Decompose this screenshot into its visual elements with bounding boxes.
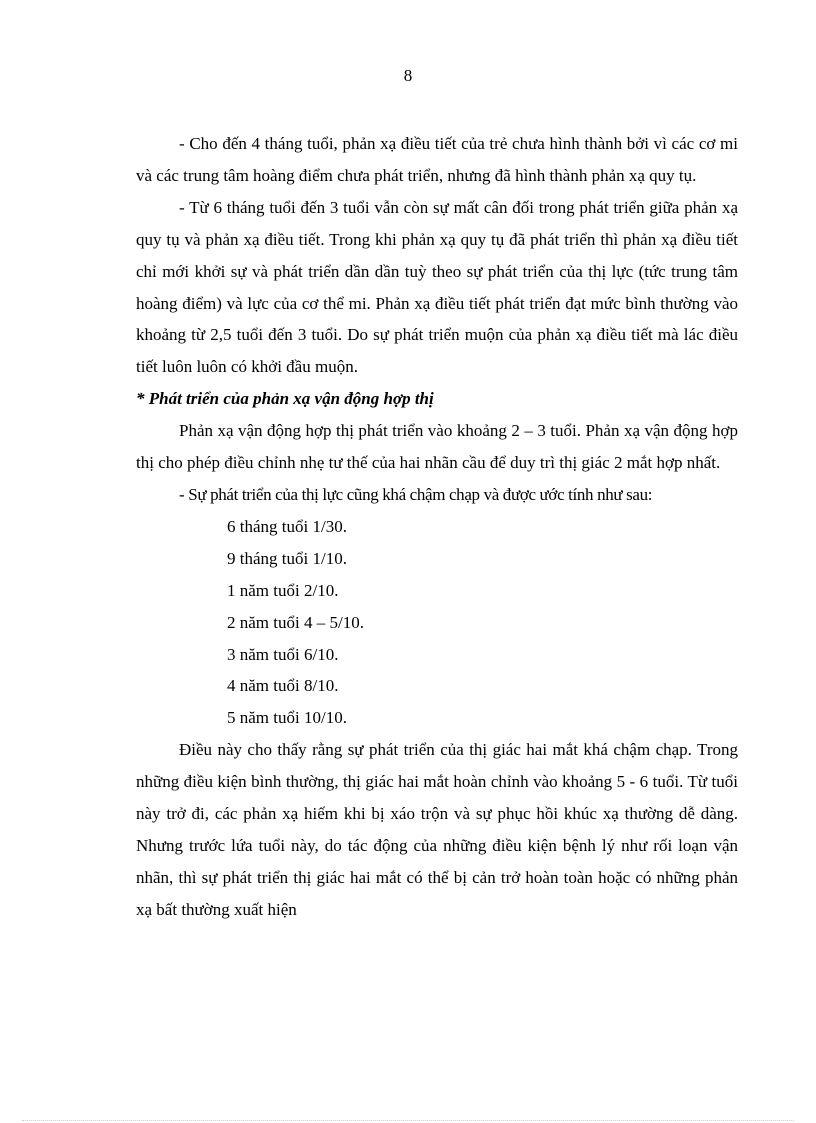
page-bottom-border xyxy=(22,1120,794,1121)
list-item: 4 năm tuổi 8/10. xyxy=(227,676,339,696)
list-item: 1 năm tuổi 2/10. xyxy=(227,580,339,600)
list-item: 6 tháng tuổi 1/30. xyxy=(227,516,347,536)
list-item: 3 năm tuổi 6/10. xyxy=(227,644,339,664)
section-heading: * Phát triển của phản xạ vận động hợp thị xyxy=(136,389,434,409)
list-item: 5 năm tuổi 10/10. xyxy=(227,708,347,728)
document-body xyxy=(136,128,738,926)
page-number: 8 xyxy=(403,66,413,85)
vision-acuity-list xyxy=(136,511,738,734)
paragraph-visual-acuity-intro: - Sự phát triển của thị lực cũng khá chậm chạp và được ước tính như sau: xyxy=(179,484,653,504)
paragraph-6-months-to-3-years: - Từ 6 tháng tuổi đến 3 tuổi vẫn còn sự mất cân đối trong phát triển giữa phản xạ quy tụ và phản xạ điều tiết. Trong khi phản xạ quy tụ đã phát triển thì phản xạ điều tiết chỉ mới khởi sự và phát triển dần dần tuỳ theo sự phát triển của thị lực (tức trung tâm hoàng điểm) và lực của cơ thể mi. Phản xạ điều tiết phát triển đạt mức bình thường vào khoảng từ 2,5 tuổi đến 3 tuổi. Do sự phát triển muộn của phản xạ điều tiết mà lác điều tiết luôn luôn có khởi đầu muộn. xyxy=(136,197,738,377)
paragraph-accommodation-4-months: - Cho đến 4 tháng tuổi, phản xạ điều tiết của trẻ chưa hình thành bởi vì các cơ mi và các trung tâm hoàng điểm chưa phát triển, nhưng đã hình thành phản xạ quy tụ. xyxy=(136,134,738,185)
paragraph-fusion-reflex: Phản xạ vận động hợp thị phát triển vào khoảng 2 – 3 tuổi. Phản xạ vận động hợp thị cho phép điều chỉnh nhẹ tư thế của hai nhãn cầu để duy trì thị giác 2 mắt hợp nhất. xyxy=(136,421,738,473)
paragraph-binocular-development: Điều này cho thấy rằng sự phát triển của thị giác hai mắt khá chậm chạp. Trong những điều kiện bình thường, thị giác hai mắt hoàn chỉnh vào khoảng 5 - 6 tuổi. Từ tuổi này trở đi, các phản xạ hiếm khi bị xáo trộn và sự phục hồi khúc xạ thường dễ dàng. Nhưng trước lứa tuổi này, do tác động của những điều kiện bệnh lý như rối loạn vận nhãn, thì sự phát triển thị giác hai mắt có thể bị cản trở hoàn toàn hoặc có những phản xạ bất thường xuất hiện xyxy=(136,740,738,919)
list-item: 2 năm tuổi 4 – 5/10. xyxy=(227,612,364,632)
list-item: 9 tháng tuổi 1/10. xyxy=(227,548,347,568)
